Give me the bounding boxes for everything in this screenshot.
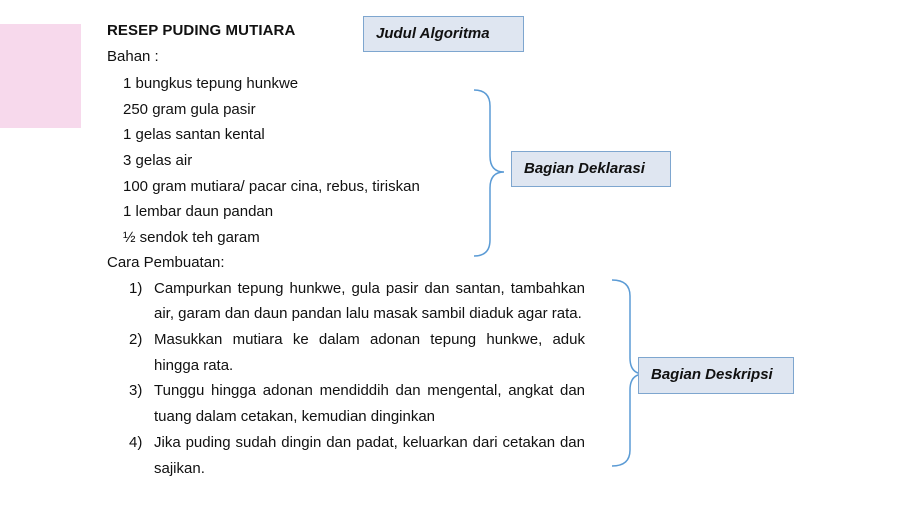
label-bagian-deskripsi: Bagian Deskripsi	[638, 357, 794, 394]
ingredient-item: 100 gram mutiara/ pacar cina, rebus, tiriskan	[123, 178, 420, 195]
cara-pembuatan-heading: Cara Pembuatan:	[107, 254, 225, 271]
step-number: 4)	[129, 434, 143, 451]
recipe-title: RESEP PUDING MUTIARA	[107, 22, 296, 39]
label-bagian-deklarasi: Bagian Deklarasi	[511, 151, 671, 187]
step-number: 2)	[129, 331, 143, 348]
ingredient-item: ½ sendok teh garam	[123, 229, 260, 246]
step-line: hingga rata.	[154, 357, 234, 374]
step-line: tuang dalam cetakan, kemudian dinginkan	[154, 408, 436, 425]
step-line: air, garam dan daun pandan lalu masak sambil diaduk agar rata.	[154, 305, 582, 322]
ingredient-item: 1 lembar daun pandan	[123, 203, 274, 220]
step-number: 1)	[129, 280, 143, 297]
bahan-heading: Bahan :	[107, 48, 159, 65]
ingredient-item: 3 gelas air	[123, 152, 193, 169]
label-judul-algoritma: Judul Algoritma	[363, 16, 524, 52]
step-number: 3)	[129, 382, 143, 399]
step-line: Campurkan tepung hunkwe, gula pasir dan santan, tambahkan	[154, 280, 585, 297]
step-line: Jika puding sudah dingin dan padat, keluarkan dari cetakan dan	[154, 434, 585, 451]
ingredient-item: 1 gelas santan kental	[123, 126, 265, 143]
step-line: Tunggu hingga adonan mendiddih dan mengental, angkat dan	[154, 382, 585, 399]
brace-deklarasi	[470, 88, 510, 258]
pink-decorative-tab	[0, 24, 81, 128]
step-line: Masukkan mutiara ke dalam adonan tepung hunkwe, aduk	[154, 331, 585, 348]
ingredient-item: 1 bungkus tepung hunkwe	[123, 75, 299, 92]
step-line: sajikan.	[154, 460, 205, 477]
ingredient-item: 250 gram gula pasir	[123, 101, 256, 118]
